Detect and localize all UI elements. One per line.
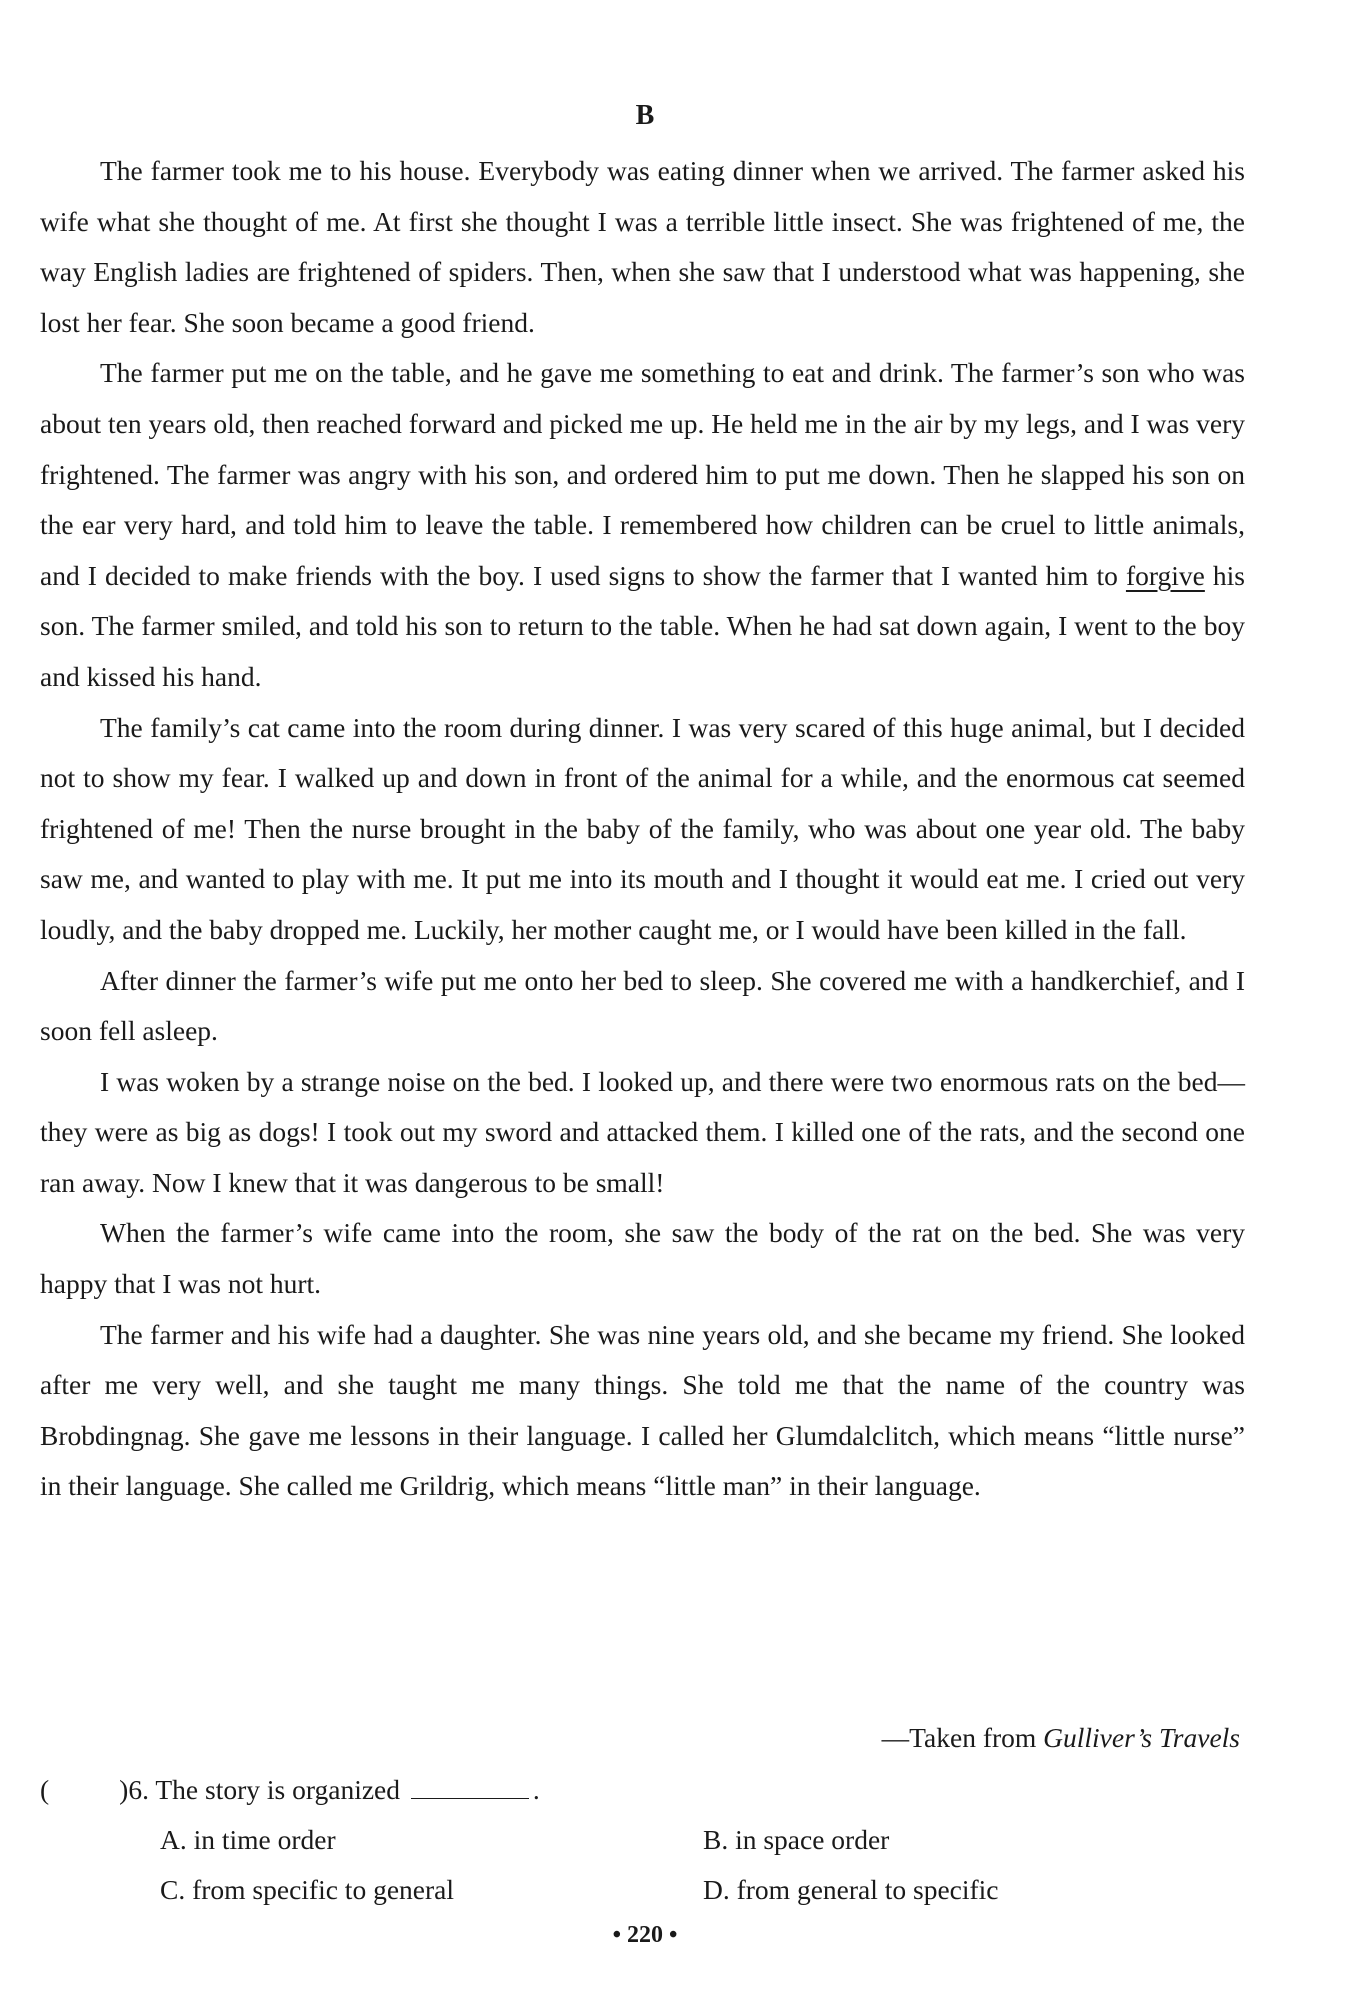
question-stem: The story is organized [155,1774,400,1805]
option-d[interactable]: D. from general to specific [703,1874,999,1905]
passage-source [882,1713,1240,1763]
underlined-word: forgive [1125,559,1205,591]
option-a[interactable]: A. in time order [160,1824,336,1855]
paragraph-2-text-after: his son. The farmer smiled, and told his son to return to the table. When he had sat down again, I went to the boy and kissed his hand. [40,559,1245,692]
option-b[interactable]: B. in space order [703,1824,890,1855]
source-book-title: Gulliver’s Travels [1043,1722,1240,1753]
section-title: B [635,100,655,131]
passage-paragraph-5: I was woken by a strange noise on the bed. I looked up, and there were two enormous rats on the bed—they were as big as dogs! I took out my sword and attacked them. I killed one of the rats, and the second one ran away. Now I knew that it was dangerous to be small! [40,1065,1245,1198]
answer-bracket-open: ( [40,1774,50,1805]
option-c[interactable]: C. from specific to general [160,1874,454,1905]
passage-paragraph-6: When the farmer’s wife came into the room, she saw the body of the rat on the bed. She was very happy that I was not hurt. [40,1217,1245,1300]
page-number: • 220 • [612,1922,678,1948]
question-number: 6. [128,1774,149,1805]
passage-paragraph-2 [40,348,1245,702]
question-6 [40,1765,540,1815]
passage-paragraph-4: After dinner the farmer’s wife put me onto her bed to sleep. She covered me with a handkerchief, and I soon fell asleep. [40,964,1245,1047]
passage-paragraph-7: The farmer and his wife had a daughter. She was nine years old, and she became my friend. She looked after me very well, and she taught me many things. She told me that the name of the country was Brobdingnag. She gave me lessons in their language. I called her Glumdalclitch, which means “little nurse” in their language. She called me Grildrig, which means “little man” in their language. [40,1318,1245,1502]
answer-bracket-close: ) [119,1774,129,1805]
paragraph-2-text-before: The farmer put me on the table, and he gave me something to eat and drink. The farmer’s son who was about ten years old, then reached forward and picked me up. He held me in the air by my legs, and I was very frightened. The farmer was angry with his son, and ordered him to put me down. Then he slapped his son on the ear very hard, and told him to leave the table. I remembered how children can be cruel to little animals, and I decided to make friends with the boy. I used signs to show the farmer that I wanted him to [40,357,1246,591]
passage-paragraph-1: The farmer took me to his house. Everybody was eating dinner when we arrived. The farmer asked his wife what she thought of me. At first she thought I was a terrible little insect. She was frightened of me, the way English ladies are frightened of spiders. Then, when she saw that I understood what was happening, she lost her fear. She soon became a good friend. [40,155,1245,338]
source-prefix: —Taken from [881,1722,1044,1753]
fill-in-blank[interactable] [411,1776,529,1799]
passage-paragraph-3: The family’s cat came into the room during dinner. I was very scared of this huge animal, but I decided not to show my fear. I walked up and down in front of the animal for a while, and the enormous cat seemed frightened of me! Then the nurse brought in the baby of the family, who was about one year old. The baby saw me, and wanted to play with me. It put me into its mouth and I thought it would eat me. I cried out very loudly, and the baby dropped me. Luckily, her mother caught me, or I would have been killed in the fall. [40,711,1245,945]
question-end: . [532,1774,540,1805]
reading-passage [40,146,1245,1512]
